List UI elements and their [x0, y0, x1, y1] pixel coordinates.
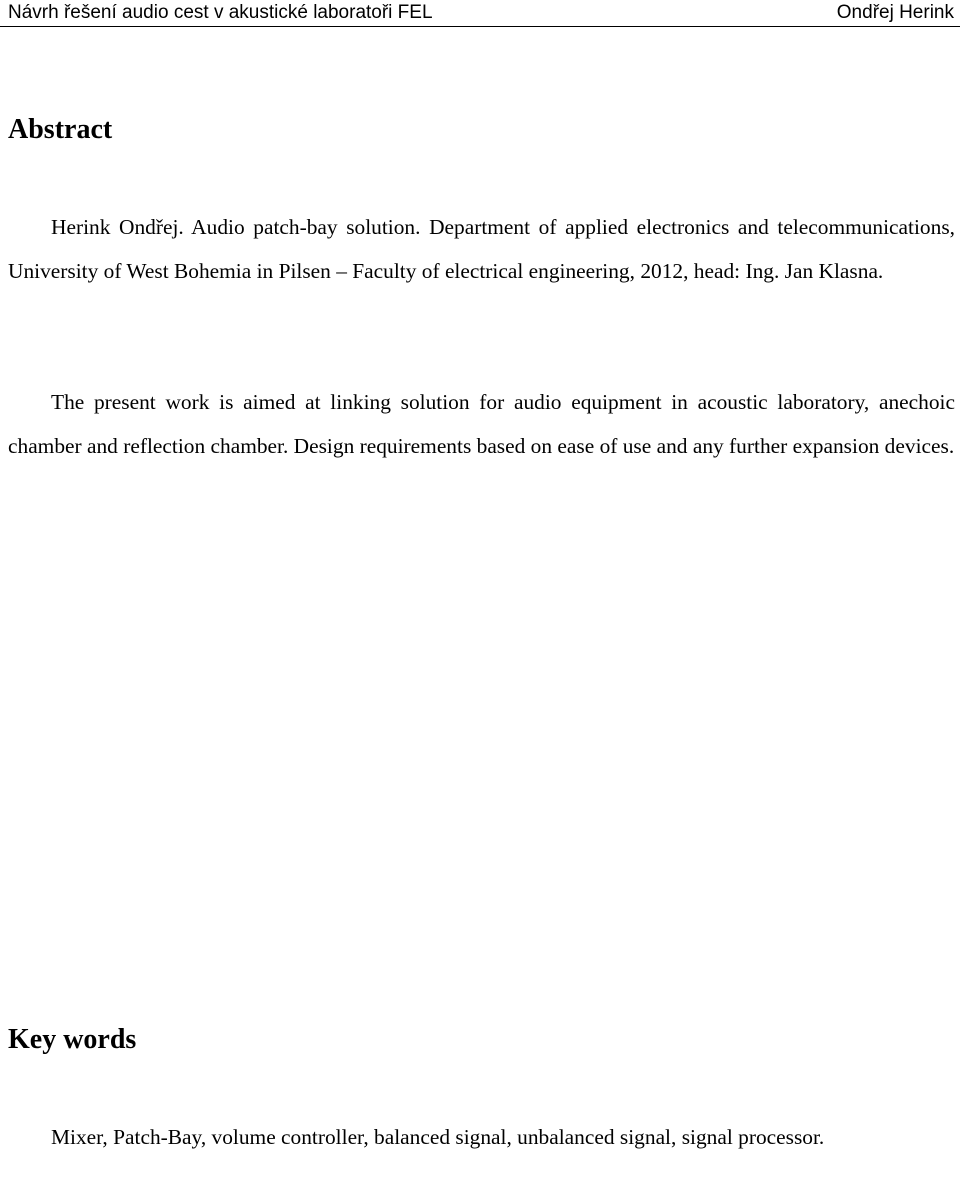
abstract-citation: Herink Ondřej. Audio patch-bay solution. Department of applied electronics and telecommunications, University of West Bohemia in Pilsen – Faculty of electrical engineering, 2012, head: Ing. Jan Klasna.	[8, 215, 955, 283]
author-name: Ondřej Herink	[836, 2, 954, 23]
keywords-heading: Key words	[8, 1024, 137, 1055]
abstract-body: The present work is aimed at linking solution for audio equipment in acoustic laboratory, anechoic chamber and reflection chamber. Design requirements based on ease of use and any further expansion devices.	[8, 390, 955, 458]
abstract-heading: Abstract	[8, 114, 113, 145]
document-title: Návrh řešení audio cest v akustické laboratoři FEL	[8, 2, 433, 23]
page-header	[0, 0, 960, 27]
keywords-text: Mixer, Patch-Bay, volume controller, balanced signal, unbalanced signal, signal processor.	[51, 1125, 825, 1149]
